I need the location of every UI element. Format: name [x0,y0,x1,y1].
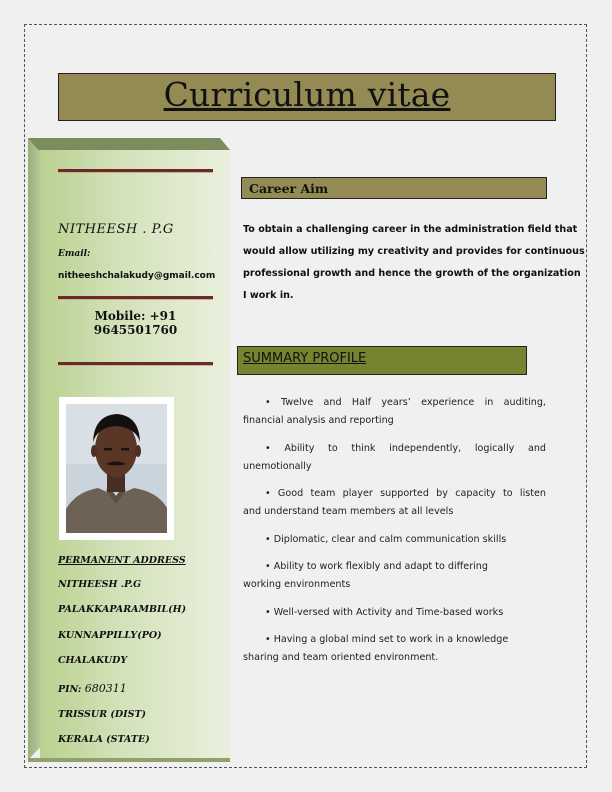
address-heading: PERMANENT ADDRESS [58,555,186,566]
divider-rule [58,362,213,366]
bullet-line: and understand team members at all levels [243,506,454,517]
career-aim-heading: Career Aim [249,181,329,196]
summary-bullet [243,440,546,476]
sidebar-bevel-bottom [28,758,230,762]
bullet-line: • Well-versed with Activity and Time-based works [265,607,504,618]
career-aim-line: I work in. [243,290,294,301]
divider-rule [58,169,213,173]
summary-bullet [243,531,546,549]
bullet-line: • Ability to think independently, logically and [265,443,546,454]
summary-bullet [243,394,546,430]
email-label: Email: [58,249,91,259]
pin-code [58,682,127,695]
pin-value: 680311 [84,682,127,695]
address-line: PALAKKAPARAMBIL(H) [58,604,187,615]
bullet-line: financial analysis and reporting [243,415,394,426]
bullet-line: sharing and team oriented environment. [243,652,439,663]
address-line: NITHEESH .P.G [58,579,142,590]
career-aim-header [241,177,547,199]
bullet-line: • Ability to work flexibly and adapt to differing [265,561,488,572]
sidebar-bevel-left [28,138,40,760]
divider-rule [58,296,213,300]
bullet-line: • Having a global mind set to work in a knowledge [265,634,509,645]
summary-profile-header [237,346,527,375]
summary-profile-heading: SUMMARY PROFILE [243,351,367,366]
bullet-line: working environments [243,579,351,590]
pin-label: PIN: [58,684,82,695]
summary-bullet [243,631,546,667]
address-state: KERALA (STATE) [58,734,150,745]
bullet-line: • Good team player supported by capacity to listen [265,488,546,499]
summary-bullet [243,485,546,521]
career-aim-line: To obtain a challenging career in the administration field that [243,224,578,235]
bullet-line: • Twelve and Half years’ experience in auditing, [265,397,546,408]
bullet-line: unemotionally [243,461,312,472]
email-address[interactable]: nitheeshchalakudy@gmail.com [58,271,216,281]
career-aim-line: professional growth and hence the growth of the organization [243,268,581,279]
address-line: KUNNAPPILLY(PO) [58,630,162,641]
sidebar-bevel-top [28,138,230,150]
mobile-number: Mobile: +91 9645501760 [93,309,178,337]
career-aim-line: would allow utilizing my creativity and provides for continuous [243,246,585,257]
portrait-image [66,404,167,533]
address-line: CHALAKUDY [58,655,128,666]
page-title: Curriculum vitae [163,75,451,114]
title-banner [58,73,556,121]
bullet-line: • Diplomatic, clear and calm communication skills [265,534,507,545]
candidate-name: NITHEESH . P.G [58,222,174,237]
profile-photo [59,397,174,540]
summary-bullet [243,604,546,622]
summary-bullet [243,558,546,594]
address-district: TRISSUR (DIST) [58,709,147,720]
